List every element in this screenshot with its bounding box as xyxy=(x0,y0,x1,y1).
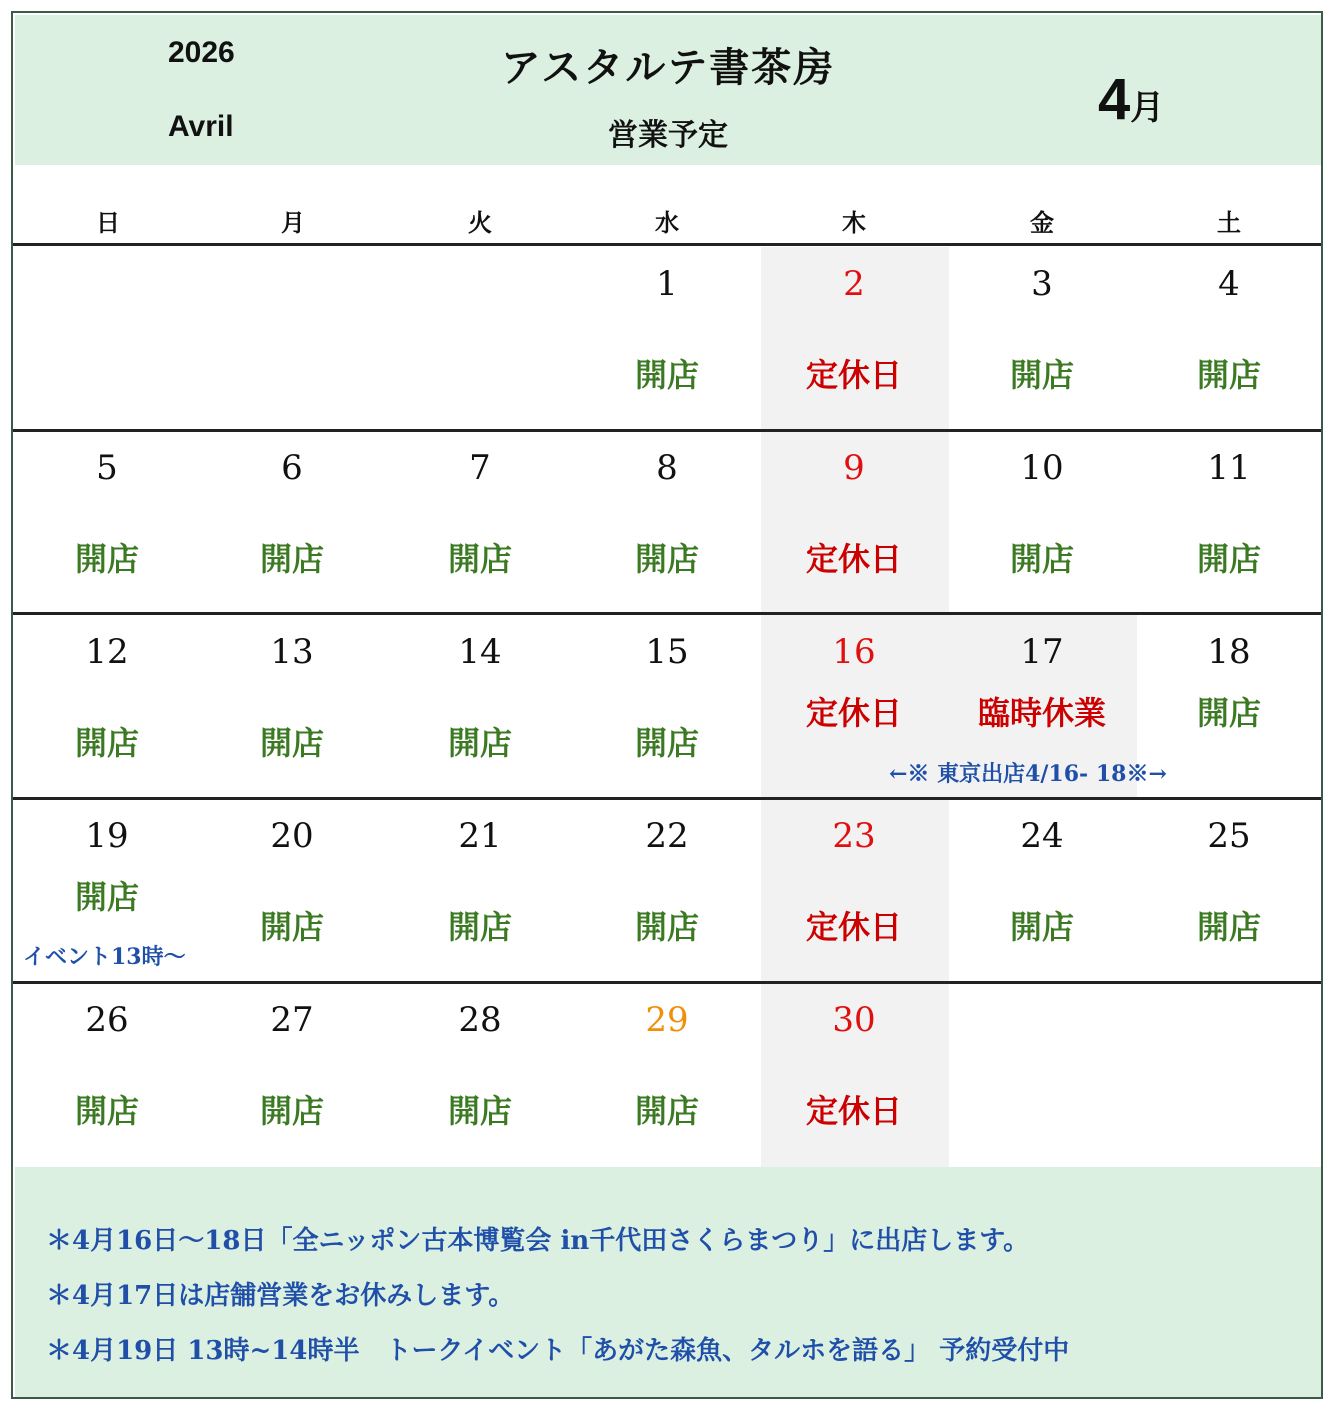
weekday-fri: 金 xyxy=(1030,208,1054,237)
day-status: 開店 xyxy=(74,1092,139,1130)
outer-frame xyxy=(11,11,1323,1399)
day-status: 開店 xyxy=(1196,356,1261,394)
day-status: 開店 xyxy=(74,878,139,916)
day-number: 23 xyxy=(832,816,876,856)
day-status: 定休日 xyxy=(805,540,902,578)
day-number: 20 xyxy=(270,816,314,856)
day-status: 開店 xyxy=(447,1092,512,1130)
day-number: 28 xyxy=(458,1000,502,1040)
day-status: 開店 xyxy=(634,356,699,394)
month-kanji: 月 xyxy=(1130,89,1165,127)
day-number: 6 xyxy=(281,448,303,488)
day-number: 10 xyxy=(1020,448,1064,488)
day-status: 開店 xyxy=(634,724,699,762)
day-number: 8 xyxy=(656,448,678,488)
weekday-tue: 火 xyxy=(468,208,492,237)
day-status: 定休日 xyxy=(805,908,902,946)
day-number: 17 xyxy=(1020,632,1064,672)
footer-note: ＊4月19日 13時~14時半 トークイベント「あがた森魚、タルホを語る」 予約受付中 xyxy=(46,1336,1070,1366)
shop-title: アスタルテ書茶房 xyxy=(500,44,836,91)
day-number: 13 xyxy=(270,632,314,672)
day-status: 開店 xyxy=(1196,694,1261,732)
day-number: 26 xyxy=(85,1000,129,1040)
day-number: 3 xyxy=(1031,264,1053,304)
day-status: 開店 xyxy=(1009,908,1074,946)
day-status: 開店 xyxy=(259,908,324,946)
day-number: 2 xyxy=(843,264,865,304)
day-number: 9 xyxy=(843,448,865,488)
day-number: 14 xyxy=(458,632,502,672)
footer-note: ＊4月16日〜18日「全ニッポン古本博覧会 in千代田さくらまつり」に出店します。 xyxy=(46,1226,1030,1256)
day-status: 開店 xyxy=(634,540,699,578)
year-label: 2026 xyxy=(168,36,235,69)
day-status: 開店 xyxy=(1196,908,1261,946)
day-number: 29 xyxy=(645,1000,689,1040)
day-number: 11 xyxy=(1207,448,1251,488)
weekday-mon: 月 xyxy=(281,208,305,237)
day-number: 5 xyxy=(96,448,118,488)
day-status: 開店 xyxy=(1009,540,1074,578)
day-status: 開店 xyxy=(74,724,139,762)
day-number: 12 xyxy=(85,632,129,672)
day-status: 定休日 xyxy=(805,1092,902,1130)
day-status: 開店 xyxy=(1196,540,1261,578)
day-number: 18 xyxy=(1207,632,1251,672)
day-status: 開店 xyxy=(447,724,512,762)
day-status: 臨時休業 xyxy=(977,694,1106,732)
tokyo-event-note: ←※ 東京出店4/16- 18※→ xyxy=(889,761,1167,787)
day-number: 27 xyxy=(270,1000,314,1040)
footer-note: ＊4月17日は店舗営業をお休みします。 xyxy=(46,1281,515,1311)
month-digit: 4 xyxy=(1098,67,1131,132)
day-number: 15 xyxy=(645,632,689,672)
day-status: 定休日 xyxy=(805,356,902,394)
weekday-sun: 日 xyxy=(96,208,120,237)
day-number: 25 xyxy=(1207,816,1251,856)
weekday-sat: 土 xyxy=(1217,208,1241,237)
day-number: 16 xyxy=(832,632,876,672)
day-status: 開店 xyxy=(259,540,324,578)
day-number: 30 xyxy=(832,1000,876,1040)
day-status: 開店 xyxy=(447,540,512,578)
day-status: 定休日 xyxy=(805,694,902,732)
day-number: 4 xyxy=(1218,264,1240,304)
day-status: 開店 xyxy=(259,724,324,762)
day-number: 7 xyxy=(469,448,491,488)
day-status: 開店 xyxy=(447,908,512,946)
day-number: 24 xyxy=(1020,816,1064,856)
event-time-note: イベント13時〜 xyxy=(23,944,186,970)
day-status: 開店 xyxy=(634,908,699,946)
day-status: 開店 xyxy=(259,1092,324,1130)
month-french-label: Avril xyxy=(168,110,234,143)
weekday-thu: 木 xyxy=(842,208,866,237)
day-number: 1 xyxy=(656,264,678,304)
day-number: 22 xyxy=(645,816,689,856)
day-status: 開店 xyxy=(1009,356,1074,394)
day-status: 開店 xyxy=(634,1092,699,1130)
day-number: 19 xyxy=(85,816,129,856)
weekday-wed: 水 xyxy=(655,208,679,237)
day-number: 21 xyxy=(458,816,502,856)
day-status: 開店 xyxy=(74,540,139,578)
schedule-subtitle: 営業予定 xyxy=(608,118,728,153)
